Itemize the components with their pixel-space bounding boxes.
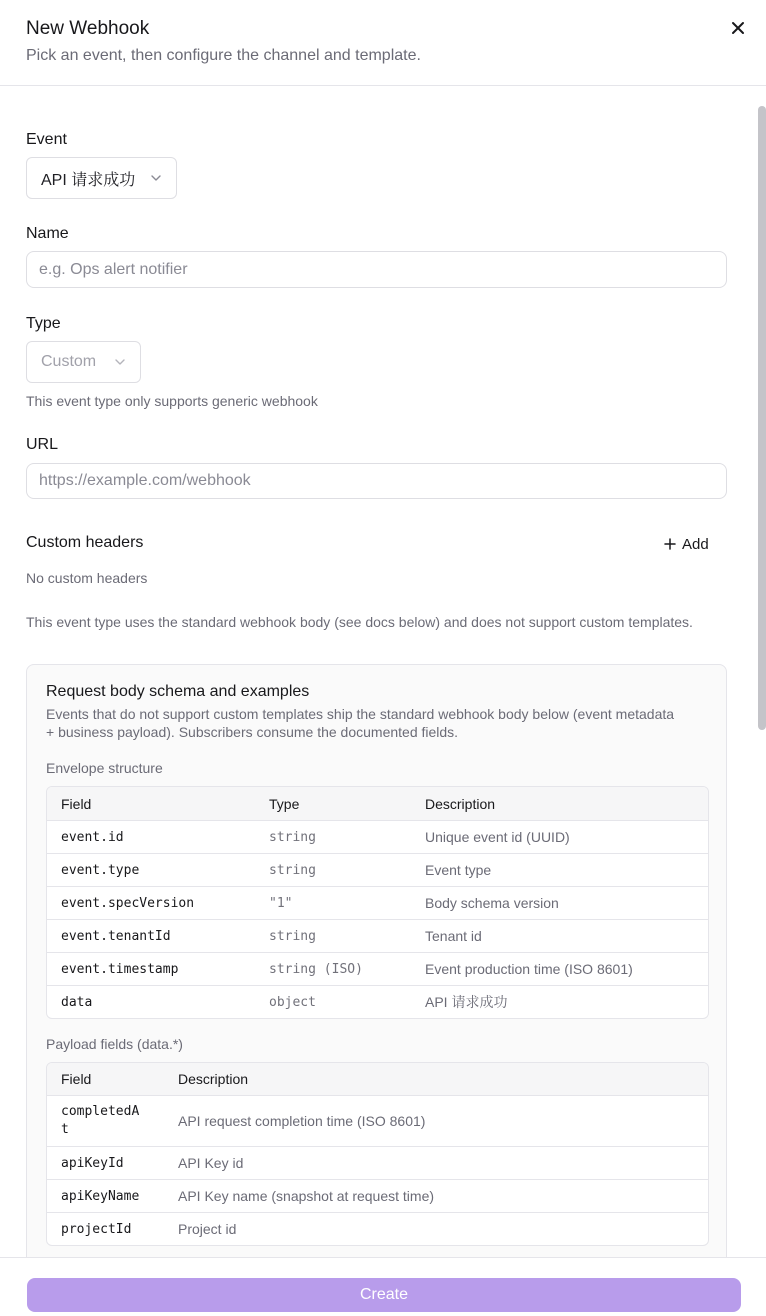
payload-table xyxy=(46,1062,709,1246)
column-header: Type xyxy=(269,795,300,812)
table-row xyxy=(47,853,708,886)
close-icon[interactable] xyxy=(726,16,750,40)
type-cell: object xyxy=(269,994,316,1010)
template-note: This event type uses the standard webhook body (see docs below) and does not support custom templates. xyxy=(26,614,693,630)
description-cell: API Key name (snapshot at request time) xyxy=(178,1188,435,1204)
dialog-header xyxy=(0,0,766,86)
table-row xyxy=(47,1146,708,1179)
event-label: Event xyxy=(26,131,67,148)
description-cell: Event production time (ISO 8601) xyxy=(425,961,633,977)
envelope-table xyxy=(46,786,709,1019)
type-cell: string xyxy=(269,862,316,878)
table-header-row xyxy=(47,787,708,820)
chevron-down-icon xyxy=(114,356,126,368)
field-cell: apiKeyId xyxy=(61,1155,124,1171)
chevron-down-icon xyxy=(150,172,162,184)
field-text-line: completedA xyxy=(61,1104,140,1119)
payload-label: Payload fields (data.*) xyxy=(46,1036,183,1052)
field-cell: event.specVersion xyxy=(61,895,195,911)
dialog-body xyxy=(0,86,766,1258)
name-input-placeholder: e.g. Ops alert notifier xyxy=(39,260,188,278)
type-select[interactable] xyxy=(26,341,141,383)
schema-description: Events that do not support custom templates ship the standard webhook body below (event metadata + business payload). Subscribers consume the documented fields. xyxy=(46,706,675,740)
url-input-placeholder: https://example.com/webhook xyxy=(39,472,251,489)
envelope-label: Envelope structure xyxy=(46,760,163,776)
type-select-value: Custom xyxy=(41,353,97,370)
description-cell: Unique event id (UUID) xyxy=(425,829,570,845)
description-cell: Body schema version xyxy=(425,895,559,911)
field-text-line: t xyxy=(61,1122,69,1137)
field-cell xyxy=(61,1096,139,1146)
description-cell: Tenant id xyxy=(425,928,482,944)
custom-headers-label: Custom headers xyxy=(26,534,144,551)
type-cell: "1" xyxy=(269,895,293,911)
table-row xyxy=(47,1212,708,1245)
field-cell: event.type xyxy=(61,862,140,878)
description-cell: API request completion time (ISO 8601) xyxy=(178,1113,426,1129)
schema-panel xyxy=(26,664,727,1258)
field-cell: projectId xyxy=(61,1221,132,1237)
field-cell: data xyxy=(61,994,93,1010)
schema-title: Request body schema and examples xyxy=(46,683,310,700)
table-row xyxy=(47,1179,708,1212)
description-cell: Event type xyxy=(425,862,492,878)
field-cell: event.tenantId xyxy=(61,928,171,944)
table-header-row xyxy=(47,1063,708,1095)
field-cell: apiKeyName xyxy=(61,1188,140,1204)
table-row xyxy=(47,820,708,853)
table-row xyxy=(47,1095,708,1146)
event-select[interactable] xyxy=(26,157,177,199)
description-cell: Project id xyxy=(178,1221,237,1237)
type-cell: string (ISO) xyxy=(269,961,363,977)
dialog-subtitle: Pick an event, then configure the channel and template. xyxy=(26,47,421,64)
table-row xyxy=(47,985,708,1018)
type-cell: string xyxy=(269,928,316,944)
create-button[interactable]: Create xyxy=(27,1278,741,1312)
scrollbar-thumb[interactable] xyxy=(758,106,766,730)
type-cell: string xyxy=(269,829,316,845)
description-cell: API Key id xyxy=(178,1155,244,1171)
dialog-title: New Webhook xyxy=(26,18,150,39)
table-row xyxy=(47,919,708,952)
field-cell: event.timestamp xyxy=(61,961,179,977)
name-label: Name xyxy=(26,225,69,242)
add-header-button[interactable] xyxy=(664,533,709,555)
table-row xyxy=(47,886,708,919)
column-header: Field xyxy=(61,795,92,812)
plus-icon xyxy=(664,538,676,550)
url-input[interactable] xyxy=(26,463,727,499)
table-row xyxy=(47,952,708,985)
field-cell: event.id xyxy=(61,829,124,845)
column-header: Description xyxy=(425,795,496,812)
type-label: Type xyxy=(26,315,61,332)
column-header: Description xyxy=(178,1071,249,1087)
no-headers-text: No custom headers xyxy=(26,570,148,586)
dialog-footer xyxy=(0,1257,766,1316)
url-label: URL xyxy=(26,436,59,453)
column-header: Field xyxy=(61,1071,92,1087)
event-select-value: API 请求成功 xyxy=(41,171,136,189)
add-header-label: Add xyxy=(682,535,709,553)
name-input[interactable] xyxy=(26,251,727,288)
type-hint: This event type only supports generic webhook xyxy=(26,393,318,409)
description-cell: API 请求成功 xyxy=(425,994,508,1010)
